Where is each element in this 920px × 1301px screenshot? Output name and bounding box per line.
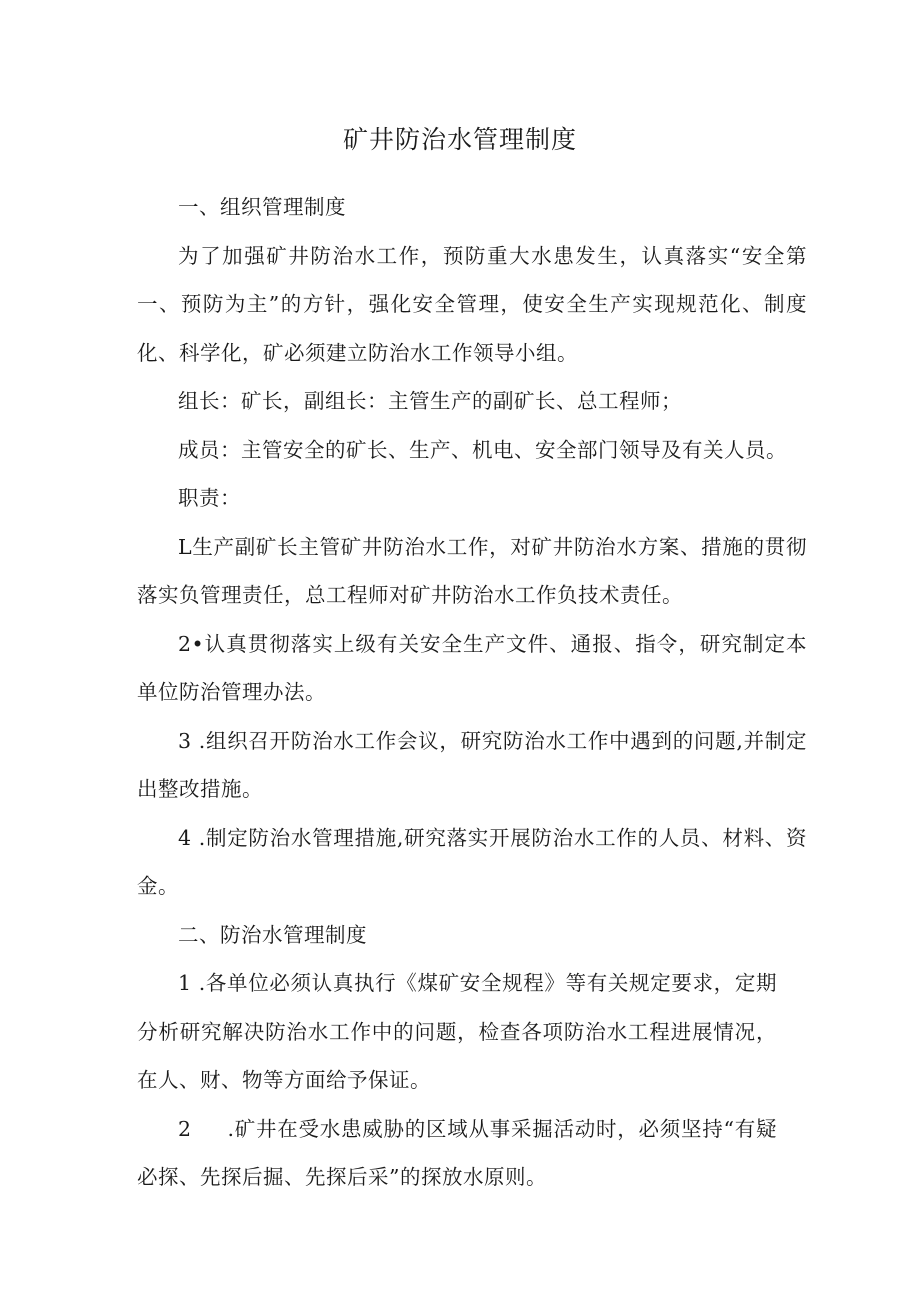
paragraph-duty-4: 4 .制定防治水管理措施,研究落实开展防治水工作的人员、材料、资金。 (137, 825, 807, 898)
document-title: 矿井防治水管理制度 (342, 125, 577, 154)
paragraph-duty-1: L生产副矿长主管矿井防治水工作，对矿井防治水方案、措施的贯彻落实负管理责任，总工程师对矿井防治水工作负技术责任。 (137, 534, 807, 607)
paragraph-duty-3: 3 .组织召开防治水工作会议，研究防治水工作中遇到的问题,并制定出整改措施。 (137, 728, 807, 801)
paragraph-item-1: 1 .各单位必须认真执行《煤矿安全规程》等有关规定要求，定期分析研究解决防治水工作中的问题，检查各项防治水工程进展情况，在人、财、物等方面给予保证。 (137, 971, 777, 1092)
item-2-number: 2 (178, 1116, 192, 1141)
paragraph-leaders: 组长：矿长，副组长：主管生产的副矿长、总工程师； (178, 389, 682, 413)
section-heading-water-control: 二、防治水管理制度 (178, 922, 367, 947)
paragraph-intro: 为了加强矿井防治水工作，预防重大水患发生，认真落实“安全第一、预防为主”的方针，强化安全管理，使安全生产实现规范化、制度化、科学化，矿必须建立防治水工作领导小组。 (137, 243, 807, 365)
paragraph-duties-label: 职责： (178, 486, 241, 510)
paragraph-item-2 (137, 1105, 777, 1202)
paragraph-members: 成员：主管安全的矿长、生产、机电、安全部门领导及有关人员。 (178, 437, 787, 462)
item-2-text: .矿井在受水患威胁的区域从事采掘活动时，必须坚持“有疑必探、先探后掘、先探后采”的探放水原则。 (137, 1116, 777, 1189)
document-body (137, 183, 807, 1202)
paragraph-duty-2: 2•认真贯彻落实上级有关安全生产文件、通报、指令，研究制定本单位防治管理办法。 (137, 631, 807, 704)
section-heading-organization: 一、组织管理制度 (178, 195, 346, 219)
